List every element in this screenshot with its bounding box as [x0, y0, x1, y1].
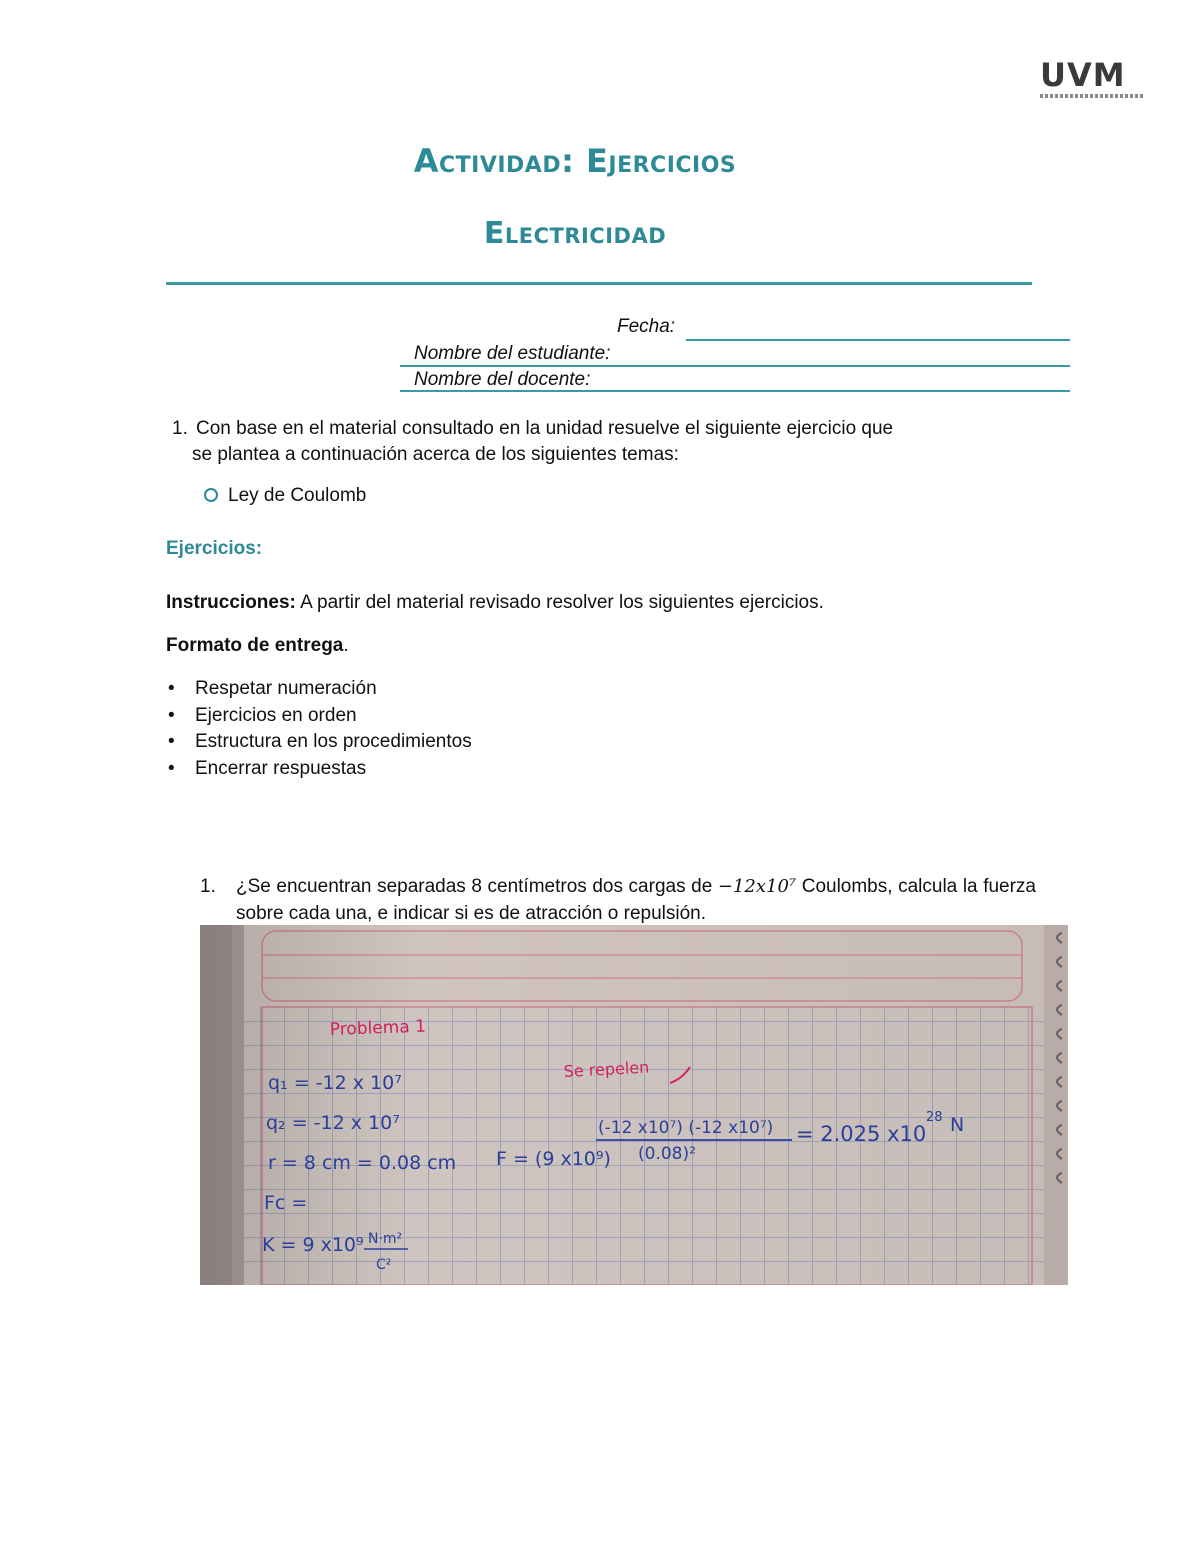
instructions-label: Instrucciones: [166, 592, 296, 613]
result-value: = 2.025 x10 [796, 1122, 927, 1146]
title-divider [166, 282, 1032, 285]
formula-denominator: (0.08)² [638, 1144, 696, 1164]
bullet-dot-icon: • [168, 704, 175, 726]
notebook-drawing [200, 925, 1068, 1285]
teacher-name-label: Nombre del docente: [414, 369, 591, 390]
uvm-logo [1040, 58, 1150, 102]
charge-q1: q₁ = -12 x 10⁷ [268, 1072, 402, 1094]
question-text: ¿Se encuentran separadas 8 centímetros dos cargas de −12𝑥10⁷ Coulombs, calcula la fuerza sobre cada una, e indicar si es de atracción o repulsión. [236, 876, 1036, 924]
intro-line-1: Con base en el material consultado en la unidad resuelve el siguiente ejercicio que [196, 418, 894, 439]
list-item: • Respetar numeración [166, 676, 472, 703]
force-fc: Fc = [264, 1192, 308, 1214]
topic-item: Ley de Coulomb [228, 485, 367, 506]
result-exponent: 28 [926, 1110, 943, 1125]
question-number: 1. [200, 876, 216, 897]
instructions-text: A partir del material revisado resolver los siguientes ejercicios. [295, 592, 824, 613]
k-units-denominator: C² [376, 1257, 392, 1273]
notebook-photo [200, 925, 1068, 1285]
page-title: Actividad: Ejercicios [413, 142, 737, 180]
format-label: Formato de entrega [166, 635, 344, 656]
list-item: • Estructura en los procedimientos [166, 729, 472, 756]
formula-numerator: (-12 x10⁷) (-12 x10⁷) [598, 1118, 774, 1138]
bullet-dot-icon: • [168, 678, 175, 699]
distance-r: r = 8 cm = 0.08 cm [268, 1152, 457, 1174]
logo-text: UVM [1040, 56, 1126, 94]
student-name-label: Nombre del estudiante: [414, 343, 611, 364]
intro-line-2: se plantea a continuación acerca de los siguientes temas: [192, 444, 679, 465]
bullet-dot-icon: • [168, 757, 175, 779]
list-item: • Encerrar respuestas [166, 756, 472, 783]
logo-tagline-mark [1040, 94, 1144, 98]
list-item: • Ejercicios en orden [166, 703, 472, 730]
constant-k: K = 9 x10⁹ [262, 1234, 364, 1256]
format-heading [166, 633, 349, 659]
photo-shading [200, 925, 1068, 1285]
problem-title: Problema 1 [329, 1016, 427, 1040]
bullet-dot-icon: • [168, 731, 175, 752]
format-period: . [343, 635, 349, 656]
date-field-line[interactable] [686, 339, 1070, 341]
page-subtitle: Electricidad [483, 216, 667, 251]
circle-bullet-icon [204, 488, 218, 502]
question-1 [200, 873, 1036, 927]
instructions-paragraph [166, 590, 824, 616]
format-list [166, 676, 472, 782]
repel-note: Se repelen [563, 1057, 650, 1081]
question-math: −12𝑥10⁷ [717, 876, 797, 897]
k-units-numerator: N·m² [368, 1231, 403, 1247]
teacher-name-field-line[interactable] [400, 390, 1070, 392]
charge-q2: q₂ = -12 x 10⁷ [266, 1112, 400, 1134]
formula-left: F = (9 x10⁹) [496, 1148, 611, 1170]
result-unit: N [950, 1114, 965, 1136]
exercises-heading: Ejercicios: [166, 538, 263, 559]
student-name-field-line[interactable] [400, 365, 1070, 367]
intro-number: 1. [172, 418, 188, 439]
date-label: Fecha: [617, 316, 676, 337]
